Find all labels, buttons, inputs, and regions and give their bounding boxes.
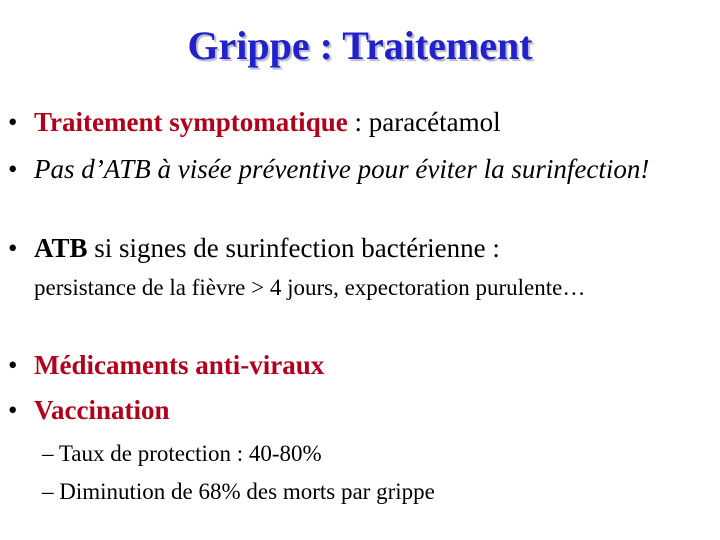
subitem-taux-protection bbox=[42, 441, 322, 467]
subitem-text: Taux de protection : 40-80% bbox=[58, 441, 322, 466]
bullet-emphasis: Médicaments anti-viraux bbox=[34, 350, 325, 380]
bullet-emphasis: Vaccination bbox=[34, 395, 170, 425]
subitem-marker: – bbox=[42, 441, 54, 466]
bullet-emphasis: Traitement symptomatique bbox=[34, 107, 348, 137]
bullet-marker: • bbox=[8, 154, 18, 184]
bullet-text: : paracétamol bbox=[347, 107, 501, 137]
bullet-marker: • bbox=[8, 233, 18, 263]
bullet-detail: persistance de la fièvre > 4 jours, expectoration purulente… bbox=[34, 275, 586, 300]
bullet-marker: • bbox=[8, 395, 18, 425]
bullet-text: Pas d’ATB à visée préventive pour éviter la surinfection! bbox=[34, 154, 650, 184]
bullet-marker: • bbox=[8, 350, 18, 380]
slide-title: Grippe : Traitement bbox=[187, 23, 533, 68]
subitem-marker: – bbox=[42, 479, 54, 504]
bullet-text: si signes de surinfection bactérienne : bbox=[87, 233, 500, 263]
subitem-text: Diminution de 68% des morts par grippe bbox=[59, 479, 435, 504]
bullet-marker: • bbox=[8, 107, 18, 137]
bullet-emphasis: ATB bbox=[34, 233, 88, 263]
subitem-diminution-morts bbox=[42, 479, 435, 505]
